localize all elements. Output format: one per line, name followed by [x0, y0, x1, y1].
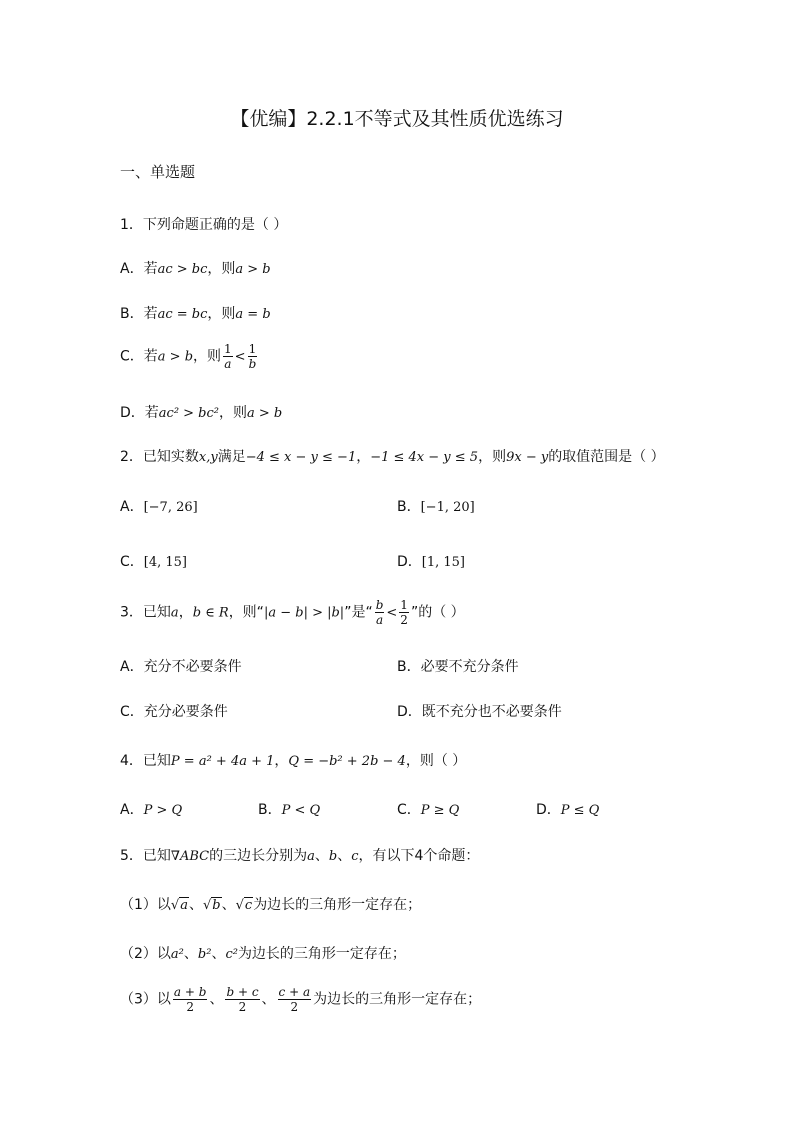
q1-c-frac2: $\frac{1}{b}$	[248, 342, 257, 371]
q1-a-math1: ac > bc	[157, 262, 208, 277]
q5-stem-post: ，有以下4个命题：	[358, 848, 480, 864]
q3-frac-b-over-a: $\frac{b}{a}$	[375, 598, 384, 627]
q3-frac-half: $\frac{1}{2}$	[400, 598, 408, 627]
q5-p1-sep1: 、	[188, 897, 203, 913]
q3-stem-post: ”的（ ）	[410, 604, 465, 621]
q2-expr: 9x − y	[506, 450, 549, 465]
q5-stem-mid: 的三边长分别为	[209, 848, 308, 864]
q5-triangle: ∇ABC	[170, 849, 210, 864]
q2-b-value: [−1, 20]	[420, 500, 475, 515]
q5-p2-sep1: 、	[183, 946, 198, 962]
q2-option-a	[120, 496, 198, 516]
q4-b-label: B．	[258, 802, 282, 818]
q5-side-a: a	[307, 849, 315, 864]
q3-stem-mid2: ”是“	[344, 604, 373, 621]
q5-p3-pre: （3）以	[120, 991, 171, 1008]
q5-p1-sqrt-b: √b	[202, 898, 221, 913]
q4-stem-post: ，则（ ）	[405, 753, 467, 769]
q4-d-label: D．	[536, 802, 561, 818]
q2-stem-mid1: 满足	[217, 449, 246, 465]
q4-a-value: P > Q	[143, 803, 183, 818]
q5-p2-pre: （2）以	[120, 946, 171, 962]
q5-p2-b-sq: b²	[197, 947, 212, 962]
q5-sep1: 、	[314, 848, 329, 864]
q2-vars: x,y	[198, 450, 218, 465]
q4-option-b	[258, 799, 320, 819]
q5-p1-sep2: 、	[221, 897, 236, 913]
page-title: 【优编】2.2.1不等式及其性质优选练习	[230, 108, 564, 130]
q2-d-value: [1, 15]	[421, 555, 466, 570]
q4-p-expr: P = a² + 4a + 1	[170, 754, 275, 769]
q4-sep: ，	[274, 753, 289, 769]
q2-stem-post: 的取值范围是（ ）	[548, 449, 665, 465]
q4-d-value: P ≤ Q	[560, 803, 600, 818]
q1-b-math2: a = b	[235, 307, 271, 322]
q2-sep: ，	[356, 449, 371, 465]
q5-p1-post: 为边长的三角形一定存在；	[253, 897, 422, 913]
q5-p3-frac1: $\frac{a + b}{2}$	[173, 985, 207, 1014]
q1-option-b	[120, 303, 271, 323]
q1-d-mid: ，则	[219, 405, 247, 421]
q3-option-d: D．既不充分也不必要条件	[397, 704, 562, 720]
q3-condition: |a − b| > |b|	[263, 605, 345, 621]
q3-option-b: B．必要不充分条件	[397, 659, 519, 675]
q5-p2-post: 为边长的三角形一定存在；	[237, 946, 406, 962]
q3-option-a: A．充分不必要条件	[120, 659, 242, 675]
q1-c-lt: <	[234, 349, 246, 365]
q2-a-label: A．	[120, 499, 144, 515]
q5-p3-sep2: 、	[261, 991, 276, 1008]
q5-side-b: b	[328, 849, 338, 864]
q2-b-label: B．	[397, 499, 421, 515]
q2-option-c	[120, 551, 187, 571]
q5-p2-sep2: 、	[211, 946, 226, 962]
q4-b-value: P < Q	[281, 803, 321, 818]
q3-stem-pre: 3．已知	[120, 604, 171, 621]
q2-stem	[120, 446, 665, 466]
q5-stem	[120, 845, 479, 865]
q3-stem-mid: ，则“	[228, 604, 264, 621]
q4-option-a	[120, 799, 182, 819]
q4-c-label: C．	[397, 802, 421, 818]
q5-sep2: 、	[337, 848, 352, 864]
q1-a-mid: ，则	[207, 261, 236, 277]
q2-cond1: −4 ≤ x − y ≤ −1	[245, 450, 357, 465]
q5-p2-c-sq: c²	[225, 947, 238, 962]
q1-option-c	[120, 342, 259, 371]
q2-option-d	[397, 551, 465, 571]
q4-stem	[120, 750, 466, 770]
q4-option-c	[397, 799, 459, 819]
q5-p3-post: 为边长的三角形一定存在；	[313, 991, 482, 1008]
q1-option-a	[120, 258, 271, 278]
q1-option-d	[120, 402, 282, 422]
q5-p1-pre: （1）以	[120, 897, 171, 913]
q2-d-label: D．	[397, 554, 422, 570]
q5-p2-a-sq: a²	[170, 947, 184, 962]
q4-a-label: A．	[120, 802, 144, 818]
q5-proposition-2	[120, 943, 406, 963]
q1-b-mid: ，则	[207, 306, 236, 322]
q5-p1-sqrt-a: √a	[170, 898, 188, 913]
q2-option-b	[397, 496, 475, 516]
q1-c-math1: a > b	[157, 349, 194, 365]
q1-d-math2: a > b	[247, 406, 283, 421]
q4-q-expr: Q = −b² + 2b − 4	[288, 754, 406, 769]
q1-d-math1: ac² > bc²	[158, 406, 219, 421]
q5-proposition-1	[120, 894, 421, 914]
q2-a-value: [−7, 26]	[143, 500, 198, 515]
q1-c-mid: ，则	[193, 348, 222, 365]
q2-cond2: −1 ≤ 4x − y ≤ 5	[370, 450, 479, 465]
q5-p3-frac3: $\frac{c + a}{2}$	[278, 985, 311, 1014]
q1-c-label: C．若	[120, 348, 158, 365]
q1-d-label: D．若	[120, 405, 159, 421]
q1-stem: 1．下列命题正确的是（ ）	[120, 217, 288, 233]
q1-a-label: A．若	[120, 261, 158, 277]
q4-option-d	[536, 799, 599, 819]
q4-c-value: P ≥ Q	[420, 803, 460, 818]
q5-p3-sep1: 、	[209, 991, 224, 1008]
q2-c-label: C．	[120, 554, 144, 570]
q2-stem-pre: 2．已知实数	[120, 449, 199, 465]
q5-proposition-3	[120, 985, 481, 1014]
section-heading: 一、单选题	[120, 163, 196, 181]
q5-stem-pre: 5．已知	[120, 848, 171, 864]
q1-b-math1: ac = bc	[157, 307, 208, 322]
q4-stem-pre: 4．已知	[120, 753, 171, 769]
q5-p3-frac2: $\frac{b + c}{2}$	[226, 985, 259, 1014]
q1-c-frac1: $\frac{1}{a}$	[224, 342, 232, 371]
q3-var-a: a	[170, 605, 179, 621]
q3-stem	[120, 598, 465, 627]
q5-side-c: c	[351, 849, 359, 864]
q3-lt: <	[386, 605, 398, 621]
q1-b-label: B．若	[120, 306, 158, 322]
q3-b-in-R: b ∈ R	[192, 605, 229, 621]
q5-p1-sqrt-c: √c	[235, 898, 253, 913]
q3-option-c: C．充分必要条件	[120, 704, 228, 720]
q2-stem-mid2: ，则	[478, 449, 507, 465]
q3-sep: ，	[178, 604, 193, 621]
q1-a-math2: a > b	[235, 262, 271, 277]
q2-c-value: [4, 15]	[143, 555, 188, 570]
